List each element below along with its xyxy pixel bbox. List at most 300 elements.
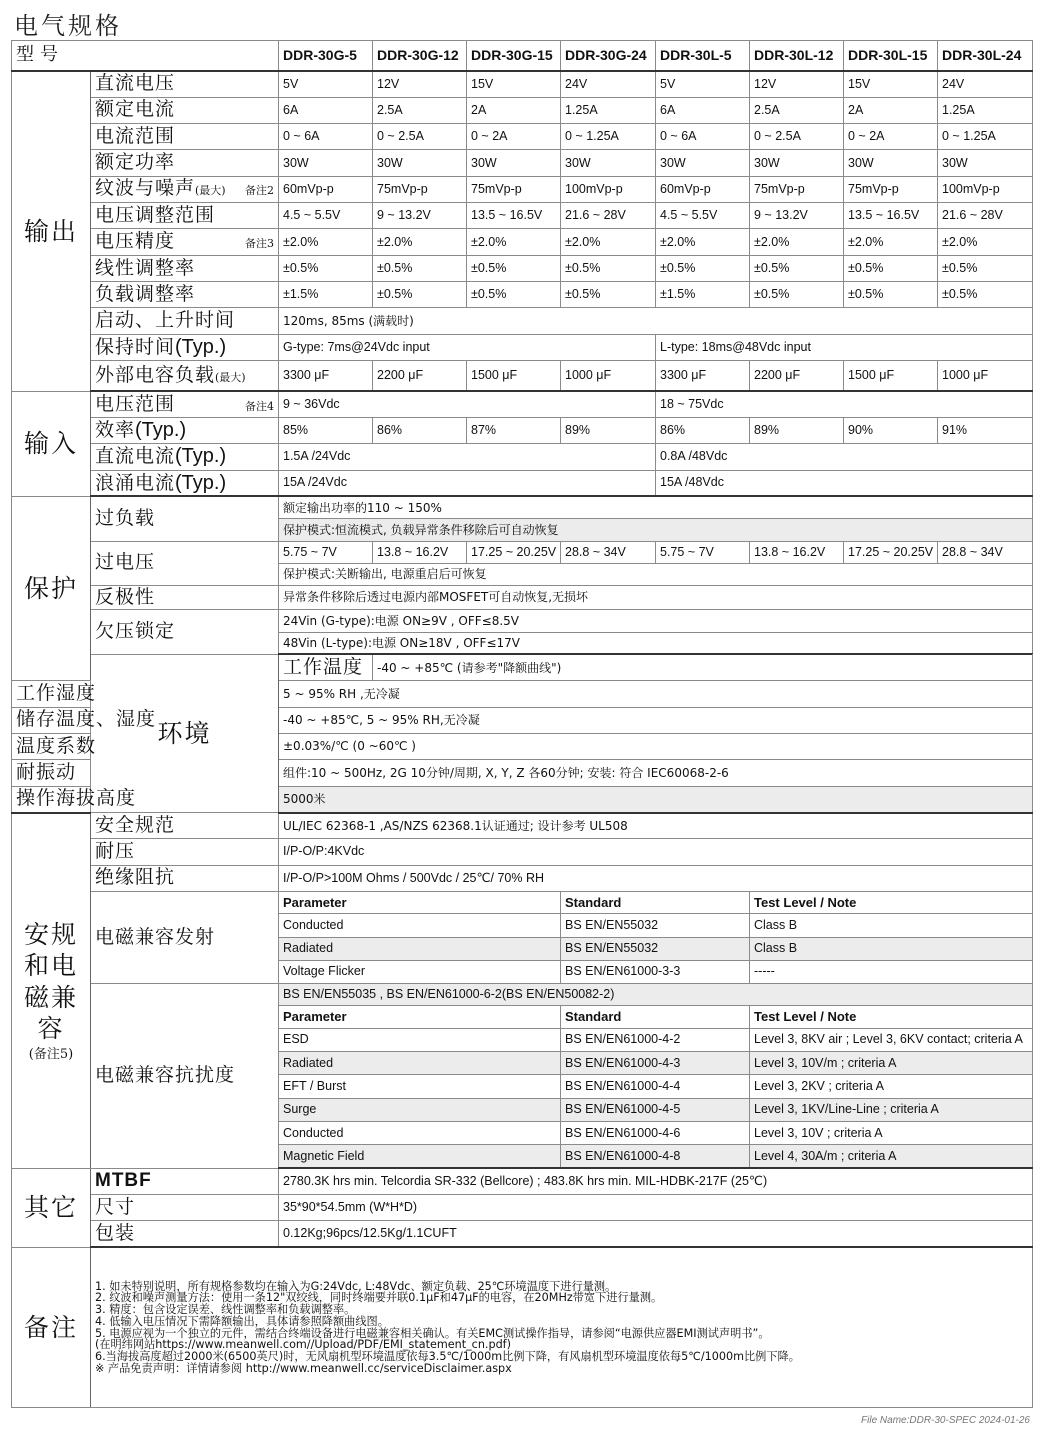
- spec-row: [12, 1168, 1033, 1194]
- value-cell: 4.5 ~ 5.5V: [656, 203, 750, 229]
- row-label-text: 电流范围: [95, 124, 176, 147]
- model-name: DDR-30G-24: [561, 41, 656, 71]
- value-cell: 28.8 ~ 34V: [938, 541, 1033, 563]
- value-cell: 2200 μF: [373, 361, 467, 391]
- emc-cell: Conducted: [279, 914, 561, 937]
- row-label: [12, 733, 97, 759]
- emc-cell: Level 4, 30A/m ; criteria A: [750, 1145, 1033, 1168]
- value-cell: 1000 μF: [938, 361, 1033, 391]
- row-label-text: 启动、上升时间: [95, 309, 236, 332]
- category-text: 环境: [157, 718, 212, 748]
- spec-row: [12, 541, 1033, 563]
- emc-header-cell: Standard: [561, 1006, 750, 1028]
- note-line: ※ 产品免责声明：详情请参阅 http://www.meanwell.cc/serviceDisclaimer.aspx: [95, 1361, 512, 1375]
- category-label: [12, 1247, 91, 1407]
- uvlo-g: 24Vin (G-type):电源 ON≥9V , OFF≤8.5V: [279, 610, 1033, 632]
- spec-row: [12, 150, 1033, 176]
- value-cell: 6A: [279, 97, 373, 123]
- value-cell: 30W: [656, 150, 750, 176]
- row-label: [91, 1194, 279, 1220]
- category-text: 输入: [23, 429, 78, 459]
- emc-cell: -----: [750, 960, 1033, 983]
- emc-cell: Level 3, 2KV ; criteria A: [750, 1075, 1033, 1098]
- value-cell: 15V: [844, 71, 938, 97]
- row-label-text: 欠压锁定: [95, 620, 176, 643]
- emc-cell: BS EN/EN61000-4-6: [561, 1121, 750, 1144]
- value-cell: 30W: [938, 150, 1033, 176]
- spec-row: [12, 203, 1033, 229]
- mtbf-value: 2780.3K hrs min. Telcordia SR-332 (Bellcore) ; 483.8K hrs min. MIL-HDBK-217F (25℃): [279, 1168, 1033, 1194]
- emc-cell: EFT / Burst: [279, 1075, 561, 1098]
- value-cell: 5.75 ~ 7V: [279, 541, 373, 563]
- value-cell: 17.25 ~ 20.25V: [844, 541, 938, 563]
- value-cell: 21.6 ~ 28V: [561, 203, 656, 229]
- value-cell: 12V: [750, 71, 844, 97]
- row-label-text: 电压范围: [95, 392, 176, 415]
- overload-mode: 保护模式:恒流模式, 负载异常条件移除后可自动恢复: [279, 519, 1033, 541]
- spec-row: [12, 282, 1033, 308]
- emc-header-cell: Test Level / Note: [750, 892, 1033, 914]
- row-label: [12, 786, 137, 812]
- spec-table: [11, 40, 1033, 1408]
- spec-row: [12, 255, 1033, 281]
- spec-row: [12, 417, 1033, 443]
- value-cell: 2.5A: [373, 97, 467, 123]
- isolation-value: I/P-O/P>100M Ohms / 500Vdc / 25℃/ 70% RH: [279, 865, 1033, 891]
- value-cell: ±1.5%: [656, 282, 750, 308]
- category-label: [12, 1168, 91, 1247]
- value-cell: 30W: [844, 150, 938, 176]
- emc-cell: BS EN/EN61000-4-5: [561, 1098, 750, 1121]
- max-suffix: (最大): [215, 370, 246, 384]
- value-cell: ±2.0%: [844, 229, 938, 255]
- value-cell: 15V: [467, 71, 561, 97]
- spec-row: [12, 176, 1033, 202]
- note-line: 2. 纹波和噪声测量方法：使用一条12"双绞线，同时终端要并联0.1μF和47μF的电容，在20MHz带宽下进行量测。: [95, 1291, 663, 1305]
- value-cell: 75mVp-p: [467, 176, 561, 202]
- model-label: 型号: [12, 41, 279, 71]
- value-cell: 30W: [561, 150, 656, 176]
- environment-value: 5000米: [279, 786, 1033, 812]
- emc-header-cell: Parameter: [279, 892, 561, 914]
- row-label: [91, 71, 279, 97]
- max-suffix: (最大): [195, 184, 226, 198]
- row-label: [91, 150, 279, 176]
- row-label-text: 电压精度: [95, 230, 176, 253]
- value-cell: ±2.0%: [750, 229, 844, 255]
- emc-header-cell: Standard: [561, 892, 750, 914]
- spec-row: [12, 892, 1033, 914]
- spec-row: [12, 41, 1033, 71]
- emc-cell: BS EN/EN55032: [561, 937, 750, 960]
- emc-cell: BS EN/EN61000-3-3: [561, 960, 750, 983]
- row-label: [91, 496, 279, 541]
- row-label: [91, 255, 279, 281]
- value-cell: ±0.5%: [467, 282, 561, 308]
- row-label-text: MTBF: [95, 1170, 152, 1192]
- spec-row: [12, 124, 1033, 150]
- model-name: DDR-30G-5: [279, 41, 373, 71]
- value-cell: ±0.5%: [373, 282, 467, 308]
- typ-suffix: (Typ.): [135, 419, 187, 442]
- row-label: [91, 229, 279, 255]
- category-label: [12, 391, 91, 496]
- value-cell: 2200 μF: [750, 361, 844, 391]
- dc-current-l: 0.8A /48Vdc: [656, 444, 1033, 470]
- value-cell: ±1.5%: [279, 282, 373, 308]
- row-label: [91, 308, 279, 334]
- row-label-text: 储存温度、湿度: [16, 708, 157, 731]
- emc-cell: Level 3, 8KV air ; Level 3, 6KV contact; criteria A: [750, 1028, 1033, 1051]
- row-label: [91, 282, 279, 308]
- value-cell: ±2.0%: [279, 229, 373, 255]
- note-reference: 备注3: [245, 237, 274, 251]
- emc-cell: Conducted: [279, 1121, 561, 1144]
- emc-cell: Class B: [750, 914, 1033, 937]
- emc-cell: ESD: [279, 1028, 561, 1051]
- emc-cell: Magnetic Field: [279, 1145, 561, 1168]
- emc-header-cell: Parameter: [279, 1006, 561, 1028]
- value-cell: 1500 μF: [844, 361, 938, 391]
- row-label: [91, 610, 279, 655]
- value-cell: 13.5 ~ 16.5V: [467, 203, 561, 229]
- row-label: [91, 203, 279, 229]
- spec-row: [12, 610, 1033, 632]
- category-label: [12, 71, 91, 391]
- startup-value: 120ms, 85ms (满载时): [279, 308, 1033, 334]
- value-cell: 0 ~ 1.25A: [938, 124, 1033, 150]
- row-label-text: 工作温度: [283, 655, 364, 678]
- row-label: [91, 984, 279, 1168]
- row-label-text: 电压调整范围: [95, 203, 216, 226]
- row-label: [12, 760, 91, 786]
- value-cell: 13.8 ~ 16.2V: [373, 541, 467, 563]
- input-voltage-g: 9 ~ 36Vdc: [279, 391, 656, 417]
- value-cell: 91%: [938, 417, 1033, 443]
- row-label: [91, 444, 279, 470]
- row-label: [91, 541, 279, 586]
- spec-row: [12, 97, 1033, 123]
- row-label: [91, 1221, 279, 1247]
- value-cell: 4.5 ~ 5.5V: [279, 203, 373, 229]
- note-line: 3. 精度：包含设定误差、线性调整率和负载调整率。: [95, 1303, 356, 1317]
- value-cell: 17.25 ~ 20.25V: [467, 541, 561, 563]
- value-cell: ±0.5%: [844, 255, 938, 281]
- value-cell: 86%: [656, 417, 750, 443]
- value-cell: 89%: [750, 417, 844, 443]
- model-name: DDR-30G-15: [467, 41, 561, 71]
- value-cell: ±0.5%: [467, 255, 561, 281]
- category-text: 输出: [23, 216, 78, 246]
- value-cell: 2A: [844, 97, 938, 123]
- spec-row: [12, 496, 1033, 518]
- value-cell: ±0.5%: [561, 255, 656, 281]
- value-cell: ±2.0%: [467, 229, 561, 255]
- value-cell: 0 ~ 2.5A: [373, 124, 467, 150]
- category-label: [12, 813, 91, 1169]
- value-cell: 75mVp-p: [844, 176, 938, 202]
- row-label-text: 包装: [95, 1221, 136, 1244]
- overvoltage-mode: 保护模式:关断输出, 电源重启后可恢复: [279, 563, 1033, 585]
- value-cell: 9 ~ 13.2V: [373, 203, 467, 229]
- value-cell: 24V: [938, 71, 1033, 97]
- row-label: [12, 681, 97, 707]
- note-line: (在明纬网站https://www.meanwell.com//Upload/PDF/EMI_statement_cn.pdf): [95, 1338, 511, 1352]
- value-cell: 0 ~ 6A: [279, 124, 373, 150]
- value-cell: 60mVp-p: [279, 176, 373, 202]
- row-label-text: 直流电流: [95, 445, 176, 468]
- spec-row: [12, 1194, 1033, 1220]
- spec-row: [12, 865, 1033, 891]
- spec-row: [12, 444, 1033, 470]
- row-label-text: 绝缘阻抗: [95, 866, 176, 889]
- packing-value: 0.12Kg;96pcs/12.5Kg/1.1CUFT: [279, 1221, 1033, 1247]
- row-label: [91, 334, 279, 360]
- row-label: [91, 1168, 279, 1194]
- row-label-text: 线性调整率: [95, 256, 196, 279]
- row-label: [91, 839, 279, 865]
- emc-cell: Level 3, 10V/m ; criteria A: [750, 1052, 1033, 1075]
- value-cell: ±0.5%: [373, 255, 467, 281]
- row-label: [91, 470, 279, 496]
- note-line: 6.当海拔高度超过2000米(6500英尺)时，无风扇机型环境温度依每3.5℃/1000m比例下降，有风扇机型环境温度依每5℃/1000m比例下降。: [95, 1350, 800, 1364]
- spec-row: [12, 391, 1033, 417]
- value-cell: 90%: [844, 417, 938, 443]
- model-name: DDR-30L-5: [656, 41, 750, 71]
- hold-l-value: L-type: 18ms@48Vdc input: [656, 334, 1033, 360]
- emc-cell: BS EN/EN61000-4-2: [561, 1028, 750, 1051]
- spec-row: [12, 229, 1033, 255]
- input-voltage-l: 18 ~ 75Vdc: [656, 391, 1033, 417]
- model-name: DDR-30G-12: [373, 41, 467, 71]
- row-label-text: 额定电流: [95, 98, 176, 121]
- row-label-text: 效率: [95, 419, 136, 442]
- page-title: 电气规格: [14, 12, 122, 40]
- emc-cell: Surge: [279, 1098, 561, 1121]
- value-cell: 100mVp-p: [561, 176, 656, 202]
- emc-cell: Voltage Flicker: [279, 960, 561, 983]
- emc-cell: BS EN/EN61000-4-3: [561, 1052, 750, 1075]
- category-note: (备注5): [28, 1047, 74, 1063]
- row-label-text: 额定功率: [95, 151, 176, 174]
- value-cell: ±0.5%: [844, 282, 938, 308]
- value-cell: 12V: [373, 71, 467, 97]
- row-label: [91, 391, 279, 417]
- value-cell: 24V: [561, 71, 656, 97]
- note-reference: 备注4: [245, 399, 274, 413]
- value-cell: 9 ~ 13.2V: [750, 203, 844, 229]
- row-label-text: 浪涌电流: [95, 471, 176, 494]
- value-cell: ±2.0%: [373, 229, 467, 255]
- value-cell: 13.8 ~ 16.2V: [750, 541, 844, 563]
- value-cell: 3300 μF: [279, 361, 373, 391]
- category-text: 备注: [23, 1312, 78, 1342]
- row-label: [91, 892, 279, 984]
- row-label-text: 纹波与噪声: [95, 177, 196, 200]
- emc-cell: Class B: [750, 937, 1033, 960]
- value-cell: 60mVp-p: [656, 176, 750, 202]
- value-cell: 86%: [373, 417, 467, 443]
- model-name: DDR-30L-15: [844, 41, 938, 71]
- row-label-text: 耐压: [95, 840, 136, 863]
- row-label-text: 外部电容负载: [95, 363, 216, 386]
- value-cell: 5V: [279, 71, 373, 97]
- model-name: DDR-30L-24: [938, 41, 1033, 71]
- row-label: [12, 707, 157, 733]
- value-cell: 87%: [467, 417, 561, 443]
- value-cell: 75mVp-p: [373, 176, 467, 202]
- value-cell: 85%: [279, 417, 373, 443]
- emc-cell: BS EN/EN55032: [561, 914, 750, 937]
- spec-row: [12, 71, 1033, 97]
- value-cell: 28.8 ~ 34V: [561, 541, 656, 563]
- value-cell: ±2.0%: [656, 229, 750, 255]
- value-cell: 0 ~ 2A: [844, 124, 938, 150]
- row-label-text: 过负载: [95, 507, 156, 529]
- value-cell: ±0.5%: [938, 282, 1033, 308]
- reverse-polarity-value: 异常条件移除后透过电源内部MOSFET可自动恢复,无损坏: [279, 586, 1033, 610]
- row-label-text: 尺寸: [95, 1195, 136, 1218]
- value-cell: ±0.5%: [561, 282, 656, 308]
- value-cell: 5V: [656, 71, 750, 97]
- overload-range: 额定输出功率的110 ~ 150%: [279, 496, 1033, 518]
- emc-header-cell: Test Level / Note: [750, 1006, 1033, 1028]
- spec-row: [12, 334, 1033, 360]
- emc-cell: Radiated: [279, 937, 561, 960]
- category-text: 安规和电磁兼容: [23, 920, 78, 1043]
- spec-row: [12, 813, 1033, 839]
- value-cell: ±0.5%: [750, 255, 844, 281]
- value-cell: ±2.0%: [561, 229, 656, 255]
- spec-row: [12, 1221, 1033, 1247]
- note-line: 4. 低输入电压情况下需降额输出，具体请参照降额曲线图。: [95, 1314, 389, 1328]
- note-line: 1. 如未特别说明，所有规格参数均在输入为G:24Vdc, L:48Vdc、额定负载、25℃环境温度下进行量测。: [95, 1279, 617, 1293]
- dc-current-g: 1.5A /24Vdc: [279, 444, 656, 470]
- row-label: [91, 865, 279, 891]
- value-cell: 5.75 ~ 7V: [656, 541, 750, 563]
- note-line: 5. 电源应视为一个独立的元件，需结合终端设备进行电磁兼容相关确认。有关EMC测试操作指导，请参阅“电源供应器EMI测试声明书”。: [95, 1326, 770, 1340]
- value-cell: 1000 μF: [561, 361, 656, 391]
- row-label: [91, 361, 279, 391]
- row-label-text: 电磁兼容发射: [95, 925, 216, 948]
- safety-standards-value: UL/IEC 62368-1 ,AS/NZS 62368.1认证通过; 设计参考 UL508: [279, 813, 1033, 839]
- note-reference: 备注2: [245, 184, 274, 198]
- environment-value: 5 ~ 95% RH ,无冷凝: [279, 681, 1033, 707]
- row-label: [91, 813, 279, 839]
- environment-value: -40 ~ +85℃, 5 ~ 95% RH,无冷凝: [279, 707, 1033, 733]
- spec-row: [12, 470, 1033, 496]
- category-text: 保护: [23, 573, 78, 603]
- value-cell: 0 ~ 2A: [467, 124, 561, 150]
- category-label: [12, 496, 91, 680]
- value-cell: 21.6 ~ 28V: [938, 203, 1033, 229]
- hold-g-value: G-type: 7ms@24Vdc input: [279, 334, 656, 360]
- model-name: DDR-30L-12: [750, 41, 844, 71]
- immunity-standards: BS EN/EN55035 , BS EN/EN61000-6-2(BS EN/EN50082-2): [279, 984, 1033, 1006]
- emc-cell: BS EN/EN61000-4-4: [561, 1075, 750, 1098]
- value-cell: 30W: [279, 150, 373, 176]
- row-label: [91, 124, 279, 150]
- value-cell: 30W: [750, 150, 844, 176]
- value-cell: 0 ~ 6A: [656, 124, 750, 150]
- row-label-text: 直流电压: [95, 72, 176, 95]
- notes-list: [91, 1247, 1033, 1407]
- typ-suffix: (Typ.): [175, 336, 227, 358]
- value-cell: ±0.5%: [656, 255, 750, 281]
- value-cell: 13.5 ~ 16.5V: [844, 203, 938, 229]
- value-cell: ±0.5%: [938, 255, 1033, 281]
- value-cell: ±0.5%: [279, 255, 373, 281]
- value-cell: 6A: [656, 97, 750, 123]
- environment-value: 组件:10 ~ 500Hz, 2G 10分钟/周期, X, Y, Z 各60分钟; 安装: 符合 IEC60068-2-6: [279, 760, 1033, 786]
- typ-suffix: (Typ.): [175, 445, 227, 468]
- dimension-value: 35*90*54.5mm (W*H*D): [279, 1194, 1033, 1220]
- row-label-text: 负载调整率: [95, 282, 196, 305]
- value-cell: 1.25A: [561, 97, 656, 123]
- value-cell: 1.25A: [938, 97, 1033, 123]
- environment-value: ±0.03%/℃ (0 ~60℃ ): [279, 733, 1033, 759]
- spec-row: [12, 654, 1033, 680]
- row-label-text: 反极性: [95, 585, 156, 608]
- row-label: [91, 586, 279, 610]
- row-label-text: 工作湿度: [16, 681, 97, 704]
- emc-cell: Level 3, 10V ; criteria A: [750, 1121, 1033, 1144]
- row-label: [279, 654, 373, 680]
- spec-row: [12, 361, 1033, 391]
- uvlo-l: 48Vin (L-type):电源 ON≥18V , OFF≤17V: [279, 632, 1033, 654]
- value-cell: 89%: [561, 417, 656, 443]
- value-cell: ±0.5%: [750, 282, 844, 308]
- value-cell: ±2.0%: [938, 229, 1033, 255]
- value-cell: 2.5A: [750, 97, 844, 123]
- row-label-text: 安全规范: [95, 813, 176, 836]
- row-label: [91, 176, 279, 202]
- value-cell: 1500 μF: [467, 361, 561, 391]
- category-text: 其它: [23, 1192, 78, 1222]
- typ-suffix: (Typ.): [175, 471, 227, 494]
- row-label-text: 保持时间: [95, 336, 176, 358]
- spec-row: [12, 839, 1033, 865]
- value-cell: 75mVp-p: [750, 176, 844, 202]
- row-label-text: 温度系数: [16, 734, 97, 757]
- row-label: [91, 97, 279, 123]
- value-cell: 0 ~ 1.25A: [561, 124, 656, 150]
- value-cell: 3300 μF: [656, 361, 750, 391]
- row-label: [91, 417, 279, 443]
- spec-row: [12, 984, 1033, 1006]
- withstand-value: I/P-O/P:4KVdc: [279, 839, 1033, 865]
- row-label-text: 电磁兼容抗扰度: [95, 1063, 236, 1086]
- value-cell: 30W: [467, 150, 561, 176]
- emc-cell: Level 3, 1KV/Line-Line ; criteria A: [750, 1098, 1033, 1121]
- value-cell: 100mVp-p: [938, 176, 1033, 202]
- spec-row: [12, 1247, 1033, 1407]
- row-label-text: 过电压: [95, 551, 156, 574]
- emc-cell: BS EN/EN61000-4-8: [561, 1145, 750, 1168]
- value-cell: 30W: [373, 150, 467, 176]
- inrush-g: 15A /24Vdc: [279, 470, 656, 496]
- environment-value: -40 ~ +85℃ (请参考"降额曲线"): [373, 654, 1033, 680]
- value-cell: 0 ~ 2.5A: [750, 124, 844, 150]
- inrush-l: 15A /48Vdc: [656, 470, 1033, 496]
- file-name-footer: File Name:DDR-30-SPEC 2024-01-26: [861, 1415, 1030, 1426]
- spec-row: [12, 586, 1033, 610]
- emc-cell: Radiated: [279, 1052, 561, 1075]
- row-label-text: 操作海拔高度: [16, 787, 137, 810]
- value-cell: 2A: [467, 97, 561, 123]
- spec-row: [12, 308, 1033, 334]
- row-label-text: 耐振动: [16, 761, 77, 784]
